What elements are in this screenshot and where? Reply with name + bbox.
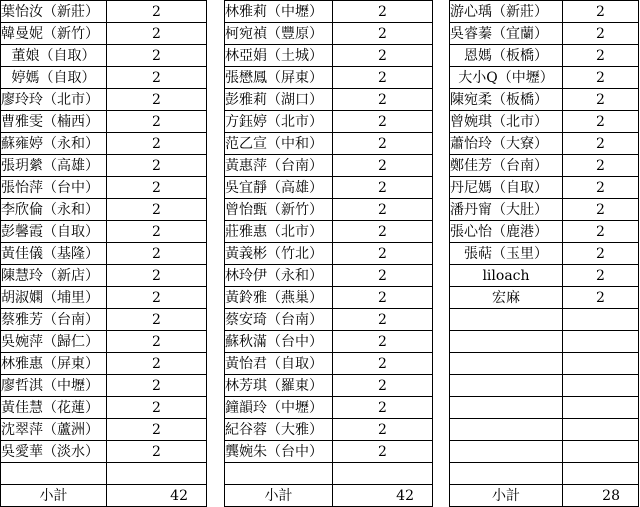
table-row <box>225 177 433 199</box>
quantity-cell[interactable]: 2 <box>107 45 207 67</box>
table-row <box>450 287 639 309</box>
quantity-cell[interactable]: 2 <box>107 199 207 221</box>
name-cell[interactable]: 吳宜靜（高雄） <box>225 177 333 199</box>
quantity-cell[interactable]: 2 <box>107 441 207 463</box>
subtotal-row <box>225 485 433 507</box>
name-cell[interactable]: 林雅莉（中壢） <box>225 1 333 23</box>
subtotal-row <box>450 485 639 507</box>
name-cell[interactable]: 黃佳慧（花蓮） <box>1 397 107 419</box>
table-row <box>450 133 639 155</box>
quantity-cell[interactable]: 2 <box>333 375 433 397</box>
table-row <box>450 89 639 111</box>
name-cell[interactable]: 鄭佳芳（台南） <box>450 155 563 177</box>
name-cell[interactable]: 林芳琪（羅東） <box>225 375 333 397</box>
name-cell[interactable]: 游心瑀（新莊） <box>450 1 563 23</box>
table-row <box>225 419 433 441</box>
table-row <box>450 309 639 331</box>
quantity-cell[interactable]: 2 <box>563 221 639 243</box>
quantity-cell[interactable] <box>563 441 639 463</box>
quantity-cell[interactable]: 2 <box>107 133 207 155</box>
name-cell[interactable]: 林亞娟（土城） <box>225 45 333 67</box>
table-row <box>225 353 433 375</box>
table-row <box>225 133 433 155</box>
quantity-cell[interactable]: 2 <box>107 221 207 243</box>
quantity-cell[interactable]: 2 <box>107 1 207 23</box>
table-row <box>1 353 207 375</box>
table-row <box>225 243 433 265</box>
quantity-cell[interactable]: 2 <box>563 265 639 287</box>
quantity-cell[interactable]: 2 <box>333 199 433 221</box>
table-row <box>1 441 207 463</box>
table-row <box>450 177 639 199</box>
table-row <box>225 23 433 45</box>
table-row <box>225 287 433 309</box>
name-cell[interactable] <box>450 397 563 419</box>
quantity-cell[interactable]: 2 <box>107 287 207 309</box>
name-cell[interactable]: 柯宛禎（豐原） <box>225 23 333 45</box>
table-row <box>1 265 207 287</box>
table-row <box>1 1 207 23</box>
quantity-cell[interactable]: 2 <box>107 265 207 287</box>
name-cell[interactable] <box>450 331 563 353</box>
name-cell[interactable] <box>450 375 563 397</box>
name-cell[interactable]: 張怡萍（台中） <box>1 177 107 199</box>
quantity-cell[interactable] <box>107 463 207 485</box>
table-row <box>225 199 433 221</box>
subtotal-value[interactable]: 42 <box>333 485 433 507</box>
name-cell[interactable]: 蘇秋滿（台中） <box>225 331 333 353</box>
name-cell[interactable]: 紀谷蓉（大雅） <box>225 419 333 441</box>
table-row <box>1 243 207 265</box>
quantity-cell[interactable]: 2 <box>333 67 433 89</box>
subtotal-label[interactable]: 小計 <box>1 485 107 507</box>
quantity-cell[interactable]: 2 <box>107 23 207 45</box>
quantity-cell[interactable]: 2 <box>563 23 639 45</box>
table-row <box>1 111 207 133</box>
quantity-cell[interactable]: 2 <box>107 67 207 89</box>
quantity-cell[interactable] <box>563 309 639 331</box>
quantity-cell[interactable]: 2 <box>107 419 207 441</box>
table-row <box>1 309 207 331</box>
order-table-2 <box>224 0 433 507</box>
quantity-cell[interactable] <box>563 331 639 353</box>
table-row <box>1 199 207 221</box>
quantity-cell[interactable]: 2 <box>563 89 639 111</box>
table-row <box>450 111 639 133</box>
table-row <box>450 463 639 485</box>
name-cell[interactable] <box>1 463 107 485</box>
quantity-cell[interactable] <box>563 463 639 485</box>
table-row <box>450 199 639 221</box>
name-cell[interactable]: 董娘（自取） <box>1 45 107 67</box>
name-cell[interactable]: 張玥縈（高雄） <box>1 155 107 177</box>
quantity-cell[interactable]: 2 <box>563 199 639 221</box>
name-cell[interactable]: 黃怡君（自取） <box>225 353 333 375</box>
quantity-cell[interactable]: 2 <box>563 155 639 177</box>
table-row <box>1 45 207 67</box>
quantity-cell[interactable]: 2 <box>333 441 433 463</box>
table-row <box>1 463 207 485</box>
name-cell[interactable]: 陳宛柔（板橋） <box>450 89 563 111</box>
name-cell[interactable]: 曹雅雯（楠西） <box>1 111 107 133</box>
quantity-cell[interactable]: 2 <box>333 331 433 353</box>
quantity-cell[interactable]: 2 <box>333 111 433 133</box>
name-cell[interactable]: 李欣倫（永和） <box>1 199 107 221</box>
name-cell[interactable]: 蕭怡玲（大寮） <box>450 133 563 155</box>
name-cell[interactable]: 彭雅莉（湖口） <box>225 89 333 111</box>
name-cell[interactable]: 廖玲玲（北市） <box>1 89 107 111</box>
name-cell[interactable] <box>450 309 563 331</box>
name-cell[interactable]: 潘丹甯（大肚） <box>450 199 563 221</box>
name-cell[interactable]: 范乙宣（中和） <box>225 133 333 155</box>
name-cell[interactable]: 黃佳儀（基隆） <box>1 243 107 265</box>
quantity-cell[interactable]: 2 <box>333 353 433 375</box>
table-row <box>1 419 207 441</box>
quantity-cell[interactable]: 2 <box>333 133 433 155</box>
table-row <box>225 67 433 89</box>
subtotal-row <box>1 485 207 507</box>
table-row <box>225 375 433 397</box>
quantity-cell[interactable] <box>563 419 639 441</box>
name-cell[interactable] <box>450 353 563 375</box>
table-row <box>1 287 207 309</box>
order-table-1 <box>0 0 207 507</box>
quantity-cell[interactable]: 2 <box>563 67 639 89</box>
table-row <box>225 155 433 177</box>
quantity-cell[interactable]: 2 <box>107 243 207 265</box>
quantity-cell[interactable]: 2 <box>563 45 639 67</box>
table-row <box>1 375 207 397</box>
table-row <box>225 265 433 287</box>
name-cell[interactable]: 蘇雍婷（永和） <box>1 133 107 155</box>
name-cell[interactable]: 彭馨霞（自取） <box>1 221 107 243</box>
name-cell[interactable] <box>450 463 563 485</box>
table-row <box>1 331 207 353</box>
table-row <box>450 243 639 265</box>
quantity-cell[interactable]: 2 <box>563 177 639 199</box>
table-row <box>450 419 639 441</box>
table-row <box>450 155 639 177</box>
table-row <box>1 89 207 111</box>
name-cell[interactable] <box>450 441 563 463</box>
quantity-cell[interactable]: 2 <box>333 309 433 331</box>
name-cell[interactable]: 曾怡甄（新竹） <box>225 199 333 221</box>
name-cell[interactable]: 黃惠萍（台南） <box>225 155 333 177</box>
table-row <box>450 1 639 23</box>
name-cell[interactable]: 婷媽（自取） <box>1 67 107 89</box>
name-cell[interactable]: 恩媽（板橋） <box>450 45 563 67</box>
table-row <box>225 331 433 353</box>
quantity-cell[interactable]: 2 <box>333 1 433 23</box>
table-row <box>225 309 433 331</box>
subtotal-value[interactable]: 42 <box>107 485 207 507</box>
table-row <box>225 45 433 67</box>
quantity-cell[interactable]: 2 <box>107 155 207 177</box>
quantity-cell[interactable]: 2 <box>563 287 639 309</box>
name-cell[interactable]: liloach <box>450 265 563 287</box>
quantity-cell[interactable]: 2 <box>107 309 207 331</box>
quantity-cell[interactable]: 2 <box>107 89 207 111</box>
name-cell[interactable]: 大小Q（中壢） <box>450 67 563 89</box>
table-row <box>450 67 639 89</box>
name-cell[interactable]: 蔡雅芳（台南） <box>1 309 107 331</box>
quantity-cell[interactable]: 2 <box>333 155 433 177</box>
table-row <box>1 155 207 177</box>
name-cell[interactable]: 龔婉朱（台中） <box>225 441 333 463</box>
quantity-cell[interactable] <box>563 375 639 397</box>
quantity-cell[interactable]: 2 <box>107 375 207 397</box>
table-row <box>450 221 639 243</box>
table-row <box>450 45 639 67</box>
quantity-cell[interactable]: 2 <box>563 133 639 155</box>
name-cell[interactable]: 張懋鳳（屏東） <box>225 67 333 89</box>
table-row <box>450 23 639 45</box>
table-row <box>450 441 639 463</box>
table-row <box>225 111 433 133</box>
table-row <box>225 441 433 463</box>
table-row <box>1 221 207 243</box>
table-row <box>225 1 433 23</box>
name-cell[interactable]: 黃鈴雅（燕巢） <box>225 287 333 309</box>
name-cell[interactable]: 林雅惠（屏東） <box>1 353 107 375</box>
table-row <box>450 265 639 287</box>
quantity-cell[interactable]: 2 <box>333 45 433 67</box>
table-row <box>1 397 207 419</box>
quantity-cell[interactable]: 2 <box>107 397 207 419</box>
name-cell[interactable]: 吳愛華（淡水） <box>1 441 107 463</box>
table-row <box>225 221 433 243</box>
table-row <box>450 375 639 397</box>
name-cell[interactable]: 葉怡汝（新莊） <box>1 1 107 23</box>
quantity-cell[interactable]: 2 <box>563 1 639 23</box>
table-row <box>225 89 433 111</box>
name-cell[interactable]: 陳慧玲（新店） <box>1 265 107 287</box>
quantity-cell[interactable]: 2 <box>333 177 433 199</box>
subtotal-value[interactable]: 28 <box>563 485 639 507</box>
table-row <box>450 397 639 419</box>
name-cell[interactable]: 張萜（玉里） <box>450 243 563 265</box>
quantity-cell[interactable]: 2 <box>333 265 433 287</box>
name-cell[interactable]: 方鈺婷（北市） <box>225 111 333 133</box>
quantity-cell[interactable]: 2 <box>107 111 207 133</box>
table-row <box>1 67 207 89</box>
quantity-cell[interactable]: 2 <box>333 89 433 111</box>
name-cell[interactable]: 莊雅惠（北市） <box>225 221 333 243</box>
quantity-cell[interactable] <box>333 463 433 485</box>
quantity-cell[interactable]: 2 <box>333 221 433 243</box>
name-cell[interactable]: 韓曼妮（新竹） <box>1 23 107 45</box>
table-row <box>225 397 433 419</box>
name-cell[interactable]: 沈翠萍（蘆洲） <box>1 419 107 441</box>
quantity-cell[interactable]: 2 <box>563 111 639 133</box>
table-row <box>450 331 639 353</box>
name-cell[interactable]: 胡淑嫻（埔里） <box>1 287 107 309</box>
name-cell[interactable]: 廖哲淇（中壢） <box>1 375 107 397</box>
name-cell[interactable]: 林玲伊（永和） <box>225 265 333 287</box>
quantity-cell[interactable] <box>563 397 639 419</box>
name-cell[interactable]: 吳睿蓁（宜蘭） <box>450 23 563 45</box>
name-cell[interactable]: 蔡安琦（台南） <box>225 309 333 331</box>
table-row <box>1 177 207 199</box>
name-cell[interactable] <box>450 419 563 441</box>
table-row <box>1 23 207 45</box>
name-cell[interactable]: 張心怡（鹿港） <box>450 221 563 243</box>
quantity-cell[interactable]: 2 <box>563 243 639 265</box>
quantity-cell[interactable]: 2 <box>333 397 433 419</box>
quantity-cell[interactable] <box>563 353 639 375</box>
name-cell[interactable] <box>225 463 333 485</box>
name-cell[interactable]: 吳婉萍（歸仁） <box>1 331 107 353</box>
quantity-cell[interactable]: 2 <box>333 419 433 441</box>
name-cell[interactable]: 丹尼媽（自取） <box>450 177 563 199</box>
order-table-3 <box>449 0 639 507</box>
table-row <box>225 463 433 485</box>
name-cell[interactable]: 曾婉琪（北市） <box>450 111 563 133</box>
subtotal-label[interactable]: 小計 <box>225 485 333 507</box>
quantity-cell[interactable]: 2 <box>107 177 207 199</box>
quantity-cell[interactable]: 2 <box>333 243 433 265</box>
quantity-cell[interactable]: 2 <box>107 353 207 375</box>
name-cell[interactable]: 黃義彬（竹北） <box>225 243 333 265</box>
quantity-cell[interactable]: 2 <box>333 287 433 309</box>
table-row <box>450 353 639 375</box>
table-row <box>1 133 207 155</box>
name-cell[interactable]: 宏麻 <box>450 287 563 309</box>
name-cell[interactable]: 鐘韻玲（中壢） <box>225 397 333 419</box>
quantity-cell[interactable]: 2 <box>333 23 433 45</box>
subtotal-label[interactable]: 小計 <box>450 485 563 507</box>
quantity-cell[interactable]: 2 <box>107 331 207 353</box>
